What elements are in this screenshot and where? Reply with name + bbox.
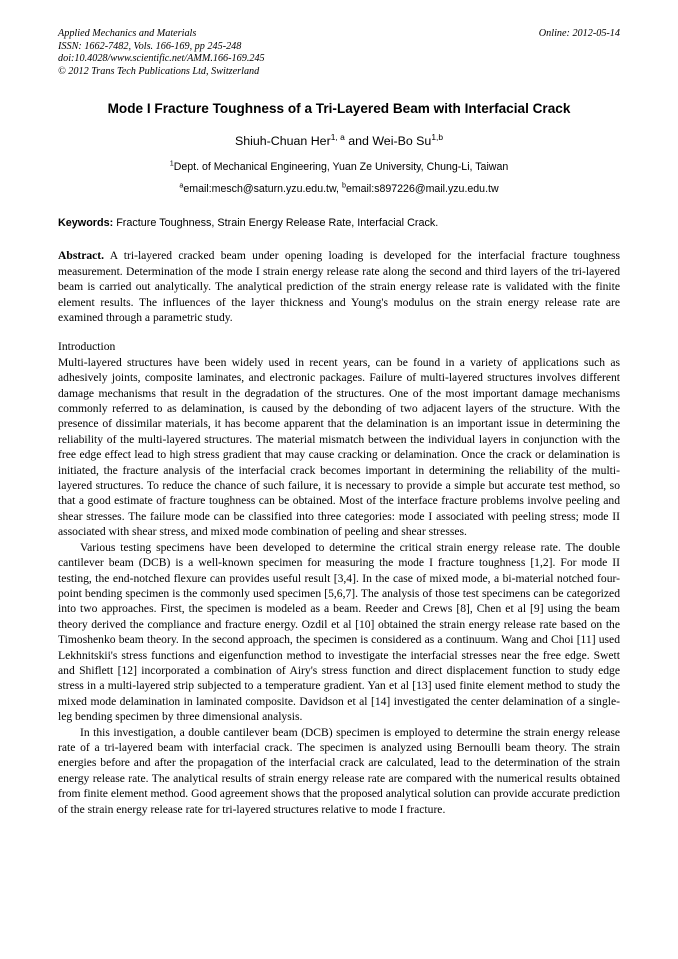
journal-name: Applied Mechanics and Materials [58,28,197,39]
affiliation-text: Dept. of Mechanical Engineering, Yuan Ze University, Chung-Li, Taiwan [173,161,509,174]
publication-date [539,28,620,41]
journal-info [58,28,265,78]
abstract-block [58,248,620,325]
author-list [58,134,620,148]
copyright-line: © 2012 Trans Tech Publications Ltd, Switzerland [58,65,260,77]
author-conjunction: and [344,134,373,149]
email-b-marker: b [341,180,346,190]
abstract-text: A tri-layered cracked beam under opening loading is developed for the interfacial fracture toughness measurement. Determination of the mode I strain energy release rate along the second and third layers of the tri-layered beam is carried out analytically. The analytical prediction of the strain energy release rate is validated with the finite element results. The influences of the layer thickness and Young's modulus on the strain energy release rate are examined through a parametric study. [58,249,620,324]
online-date: Online: 2012-05-14 [538,28,620,39]
keywords-text: Fracture Toughness, Strain Energy Release Rate, Interfacial Crack. [113,217,439,230]
intro-paragraph-2: Various testing specimens have been developed to determine the critical strain energy release rate. The double cantilever beam (DCB) is a well-known specimen for measuring the mode I fracture toughness [1,2]. For mode II testing, the end-notched flexure can provides useful result [3,4]. In the case of mixed mode, a bi-material notched four-point bending specimen is the commonly used specimen [5,6,7]. The analysis of those test specimens can be categorized into two approaches. First, the specimen is modeled as a beam. Reeder and Crews [8], Chen et al [9] using the beam theory derived the compliance and fracture energy. Ozdil et al [10] obtained the strain energy release rate based on the Timoshenko beam theory. In the second approach, the specimen is considered as a continuum. Wang and Choi [11] used Lekhnitskii's stress functions and eigenfunction method to investigate the interfacial stresses near the free edge. Swett and Shiflett [12] incorporated a combination of Airy's stress function and direct displacement function to study edge stress in a multi-layered strip subjected to a temperature gradient. Yan et al [13] used finite element method to study the mixed mode delamination in laminated composite. Davidson et al [14] investigated the center delamination of a single-leg bending specimen by three dimensional analysis. [58,540,620,724]
affiliation [58,160,620,174]
page-title: Mode I Fracture Toughness of a Tri-Layered Beam with Interfacial Crack [107,101,571,117]
author-emails [58,182,620,196]
email-a: email:mesch@saturn.yzu.edu.tw, [183,183,342,196]
author-name-2: Wei-Bo Su [372,134,432,149]
keywords-block [58,216,620,230]
intro-paragraph-1: Multi-layered structures have been widely used in recent years, can be found in a variety of applications such as adhesively joints, composite laminates, and electronic packages. Failure of multi-layered structures involves different damage mechanisms that result in the degradation of the structures. One of the most important damage mechanisms commonly referred to as delamination, is caused by the debonding of two adjacent layers of the structure. With the presence of dissimilar materials, it has become apparent that the delamination is an important issue in determining the reliability of the multi-layered structures. The material mismatch between the individual layers in conjunction with the free edge effect lead to high stress gradient that may cause cracking or delamination. Once the crack or delamination is initiated, the fracture analysis of the interfacial crack becomes important in determining the reliability of the multi-layered structures. To reduce the chance of such failure, it is necessary to provide a simple but accurate test method, so that a good estimate of fracture toughness can be obtained. Most of the interface fracture problems involve peeling and shear stresses. The failure mode can be classified into three categories: mode I associated with peeling stress; mode II associated with shear stress, and mixed mode combination of peeling and shear stresses. [58,355,620,539]
intro-paragraph-3: In this investigation, a double cantilever beam (DCB) specimen is employed to determine the strain energy release rate of a tri-layered beam with interfacial crack. The specimen is analyzed using Bernoulli beam theory. The strain energies before and after the propagation of the interfacial crack are calculated, lead to the determination of the strain energy release rate. The analytical results of strain energy release rate are compared with the numerical results obtained from finite element method. Good agreement shows that the proposed analytical solution can provide accurate prediction of the strain energy release rate for tri-layered structures relative to mode I fracture. [58,725,620,816]
abstract-label: Abstract. [58,249,105,263]
email-b: email:s897226@mail.yzu.edu.tw [345,183,499,196]
keywords-label: Keywords: [58,217,114,230]
email-a-marker: a [179,180,184,190]
issn-line: ISSN: 1662-7482, Vols. 166-169, pp 245-248 [58,40,242,52]
author-name-1: Shiuh-Chuan Her [234,134,331,149]
section-heading-introduction: Introduction [58,340,116,354]
page-header [58,28,620,78]
doi-line: doi:10.4028/www.scientific.net/AMM.166-169.245 [58,53,265,65]
affiliation-marker: 1 [169,158,174,168]
author-2-affiliation-marker: 1,b [431,132,444,143]
author-1-affiliation-marker: 1, a [330,132,345,143]
